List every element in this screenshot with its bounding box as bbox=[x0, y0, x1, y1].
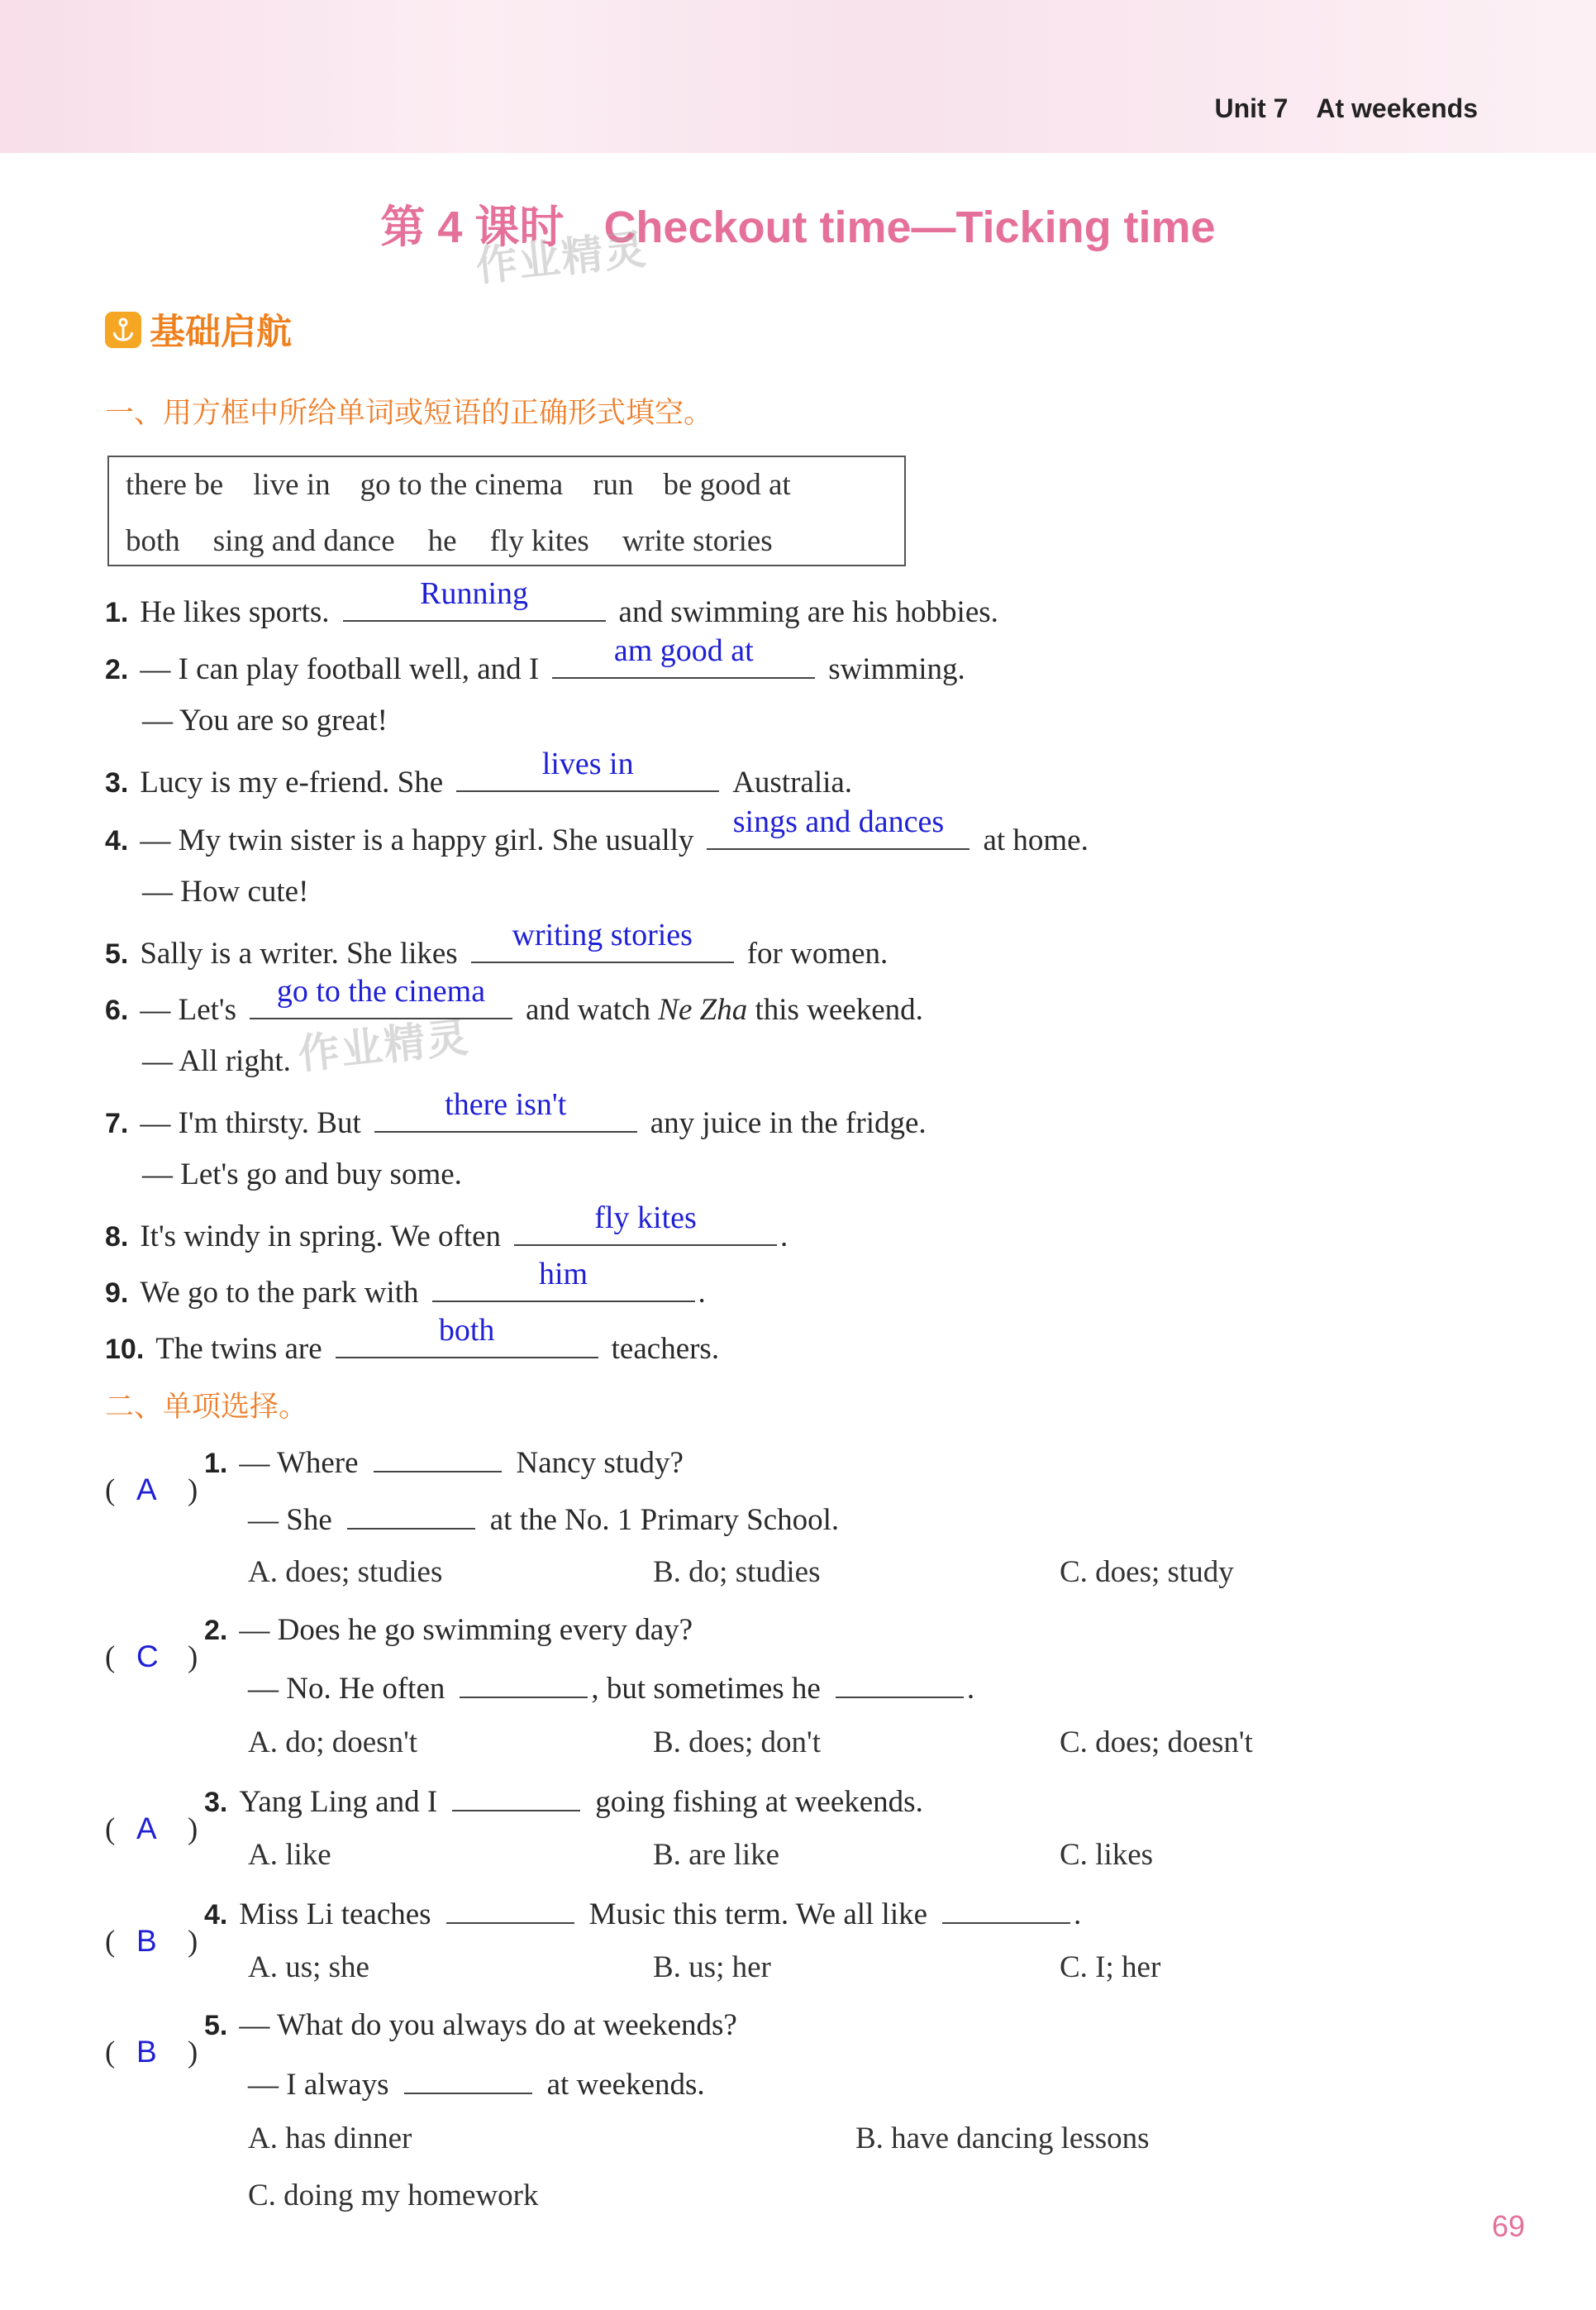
option-a[interactable]: A. does; studies bbox=[248, 1555, 443, 1589]
movie-title: Ne Zha bbox=[658, 993, 748, 1027]
answer-blank[interactable] bbox=[343, 576, 606, 622]
option-c[interactable]: C. likes bbox=[1060, 1838, 1154, 1872]
section-heading bbox=[105, 304, 292, 355]
unit-label: Unit 7 bbox=[1214, 93, 1289, 123]
answer-text: sings and dances bbox=[732, 804, 945, 839]
blank[interactable] bbox=[446, 1894, 574, 1924]
question-text: — Let's bbox=[140, 993, 236, 1027]
mc-question-5: ( B ) 5. — What do you always do at weekends? bbox=[105, 2008, 737, 2069]
question-number: 6. bbox=[105, 995, 129, 1026]
word-option: there be bbox=[126, 468, 224, 502]
blank[interactable] bbox=[374, 1443, 502, 1472]
question-text: — I can play football well, and I bbox=[140, 652, 540, 686]
question-number: 9. bbox=[105, 1277, 129, 1309]
mc-line bbox=[248, 1668, 974, 1706]
question-3 bbox=[105, 747, 853, 800]
question-text: . bbox=[780, 1219, 788, 1253]
part1-title: 一、用方框中所给单词或短语的正确形式填空。 bbox=[105, 397, 713, 430]
word-box bbox=[107, 456, 906, 566]
mc-answer: B bbox=[136, 1924, 157, 1958]
word-option: both bbox=[126, 524, 180, 558]
question-number: 2. bbox=[105, 654, 129, 685]
question-number: 10. bbox=[105, 1334, 145, 1365]
word-option: live in bbox=[253, 468, 331, 502]
question-text: Nancy study? bbox=[516, 1446, 684, 1480]
lesson-name: Checkout time—Ticking time bbox=[603, 203, 1216, 252]
answer-text: fly kites bbox=[594, 1200, 697, 1235]
option-c[interactable]: C. doing my homework bbox=[248, 2179, 539, 2212]
answer-blank[interactable] bbox=[432, 1257, 695, 1302]
dialogue-line: — Let's go and buy some. bbox=[142, 1157, 462, 1191]
answer-text: go to the cinema bbox=[276, 974, 486, 1009]
option-a[interactable]: A. has dinner bbox=[248, 2121, 412, 2155]
word-option: sing and dance bbox=[212, 524, 395, 558]
answer-blank[interactable] bbox=[471, 918, 734, 963]
unit-header bbox=[1214, 93, 1478, 124]
word-row bbox=[126, 467, 791, 503]
question-1 bbox=[105, 576, 998, 630]
section-title: 基础启航 bbox=[150, 312, 292, 353]
question-text: this weekend. bbox=[755, 993, 923, 1027]
answer-blank[interactable] bbox=[374, 1087, 637, 1133]
option-b[interactable]: B. do; studies bbox=[653, 1555, 821, 1589]
question-10 bbox=[105, 1313, 720, 1367]
question-number: 7. bbox=[105, 1108, 129, 1139]
word-option: write stories bbox=[622, 524, 773, 558]
question-number: 1. bbox=[204, 1448, 228, 1479]
word-option: be good at bbox=[663, 468, 791, 502]
question-number: 3. bbox=[105, 767, 129, 799]
question-text: any juice in the fridge. bbox=[650, 1106, 927, 1140]
mc-answer: A bbox=[136, 1811, 157, 1845]
option-a[interactable]: A. us; she bbox=[248, 1950, 369, 1984]
unit-topic: At weekends bbox=[1316, 93, 1478, 123]
answer-blank[interactable] bbox=[336, 1313, 598, 1358]
question-2 bbox=[105, 633, 965, 687]
mc-question-1: ( A ) 1. — Where Nancy study? bbox=[105, 1443, 684, 1481]
question-text: at the No. 1 Primary School. bbox=[489, 1503, 840, 1537]
question-7 bbox=[105, 1087, 927, 1141]
blank[interactable] bbox=[460, 1668, 588, 1698]
word-row bbox=[126, 523, 773, 559]
blank[interactable] bbox=[452, 1782, 580, 1811]
question-text: , but sometimes he bbox=[591, 1672, 821, 1706]
answer-blank[interactable] bbox=[707, 804, 970, 850]
blank[interactable] bbox=[836, 1668, 964, 1698]
blank[interactable] bbox=[404, 2064, 532, 2094]
question-9 bbox=[105, 1257, 706, 1310]
mc-answer: A bbox=[136, 1472, 157, 1506]
question-number: 8. bbox=[105, 1221, 129, 1253]
answer-text: am good at bbox=[613, 633, 754, 668]
question-number: 4. bbox=[204, 1899, 228, 1931]
option-b[interactable]: B. does; don't bbox=[653, 1725, 821, 1759]
option-a[interactable]: A. like bbox=[248, 1838, 331, 1872]
question-number: 1. bbox=[105, 597, 129, 628]
question-text: He likes sports. bbox=[140, 595, 330, 629]
answer-text: lives in bbox=[541, 747, 634, 781]
blank[interactable] bbox=[942, 1894, 1070, 1924]
question-text: Sally is a writer. She likes bbox=[140, 937, 458, 971]
word-option: run bbox=[593, 468, 634, 502]
question-text: Australia. bbox=[732, 766, 853, 799]
word-option: he bbox=[427, 524, 457, 558]
question-text: We go to the park with bbox=[140, 1276, 419, 1310]
option-b[interactable]: B. us; her bbox=[653, 1950, 771, 1984]
option-b[interactable]: B. have dancing lessons bbox=[855, 2121, 1150, 2155]
question-text: . bbox=[966, 1672, 975, 1706]
question-text: teachers. bbox=[611, 1332, 720, 1366]
watermark: 作业精灵 bbox=[295, 1013, 472, 1079]
answer-blank[interactable] bbox=[514, 1200, 777, 1246]
anchor-icon bbox=[105, 312, 141, 348]
part2-title: 二、单项选择。 bbox=[105, 1391, 308, 1424]
mc-line bbox=[248, 1500, 839, 1538]
answer-text: Running bbox=[420, 576, 528, 611]
question-text: and watch bbox=[525, 993, 651, 1027]
question-number: 4. bbox=[105, 825, 129, 857]
blank[interactable] bbox=[347, 1500, 475, 1530]
lesson-title bbox=[0, 192, 1596, 255]
question-text: — Where bbox=[239, 1446, 359, 1480]
question-6 bbox=[105, 974, 923, 1028]
answer-text: both bbox=[438, 1313, 495, 1348]
question-text: Miss Li teaches bbox=[239, 1897, 431, 1931]
question-number: 5. bbox=[204, 2010, 228, 2041]
word-option: fly kites bbox=[489, 524, 589, 558]
mc-line bbox=[248, 2064, 705, 2102]
question-text: — I always bbox=[248, 2068, 389, 2102]
question-text: — My twin sister is a happy girl. She usually bbox=[140, 823, 694, 857]
answer-blank[interactable] bbox=[250, 974, 512, 1019]
dialogue-line: — All right. bbox=[142, 1044, 291, 1078]
question-text: — She bbox=[248, 1503, 332, 1537]
mc-question-4: ( B ) 4. Miss Li teaches Music this term. We all like . bbox=[105, 1894, 1081, 1932]
question-text: — No. He often bbox=[248, 1672, 445, 1706]
question-text: . bbox=[698, 1276, 706, 1310]
answer-text: there isn't bbox=[445, 1087, 567, 1122]
option-b[interactable]: B. are like bbox=[653, 1838, 780, 1872]
mc-answer: B bbox=[136, 2035, 157, 2069]
header-band bbox=[0, 0, 1596, 153]
watermark: 作业精灵 bbox=[473, 225, 650, 291]
question-text: Lucy is my e-friend. She bbox=[140, 766, 444, 799]
question-text: Music this term. We all like bbox=[588, 1897, 928, 1931]
question-text: for women. bbox=[746, 937, 889, 971]
question-text: The twins are bbox=[155, 1332, 322, 1366]
question-5 bbox=[105, 918, 889, 971]
option-c[interactable]: C. I; her bbox=[1060, 1950, 1161, 1984]
question-text: going fishing at weekends. bbox=[595, 1785, 923, 1819]
question-text: at weekends. bbox=[546, 2068, 705, 2102]
answer-text: writing stories bbox=[512, 918, 693, 952]
option-c[interactable]: C. does; doesn't bbox=[1060, 1725, 1253, 1759]
dialogue-line: — You are so great! bbox=[142, 704, 388, 737]
question-text: swimming. bbox=[828, 652, 965, 686]
question-8 bbox=[105, 1200, 788, 1254]
question-text: — I'm thirsty. But bbox=[140, 1106, 361, 1140]
word-option: go to the cinema bbox=[360, 468, 564, 502]
page-number: 69 bbox=[1491, 2209, 1525, 2243]
lesson-prefix: 第 4 课时 bbox=[380, 203, 565, 252]
question-text: . bbox=[1074, 1897, 1082, 1931]
option-a[interactable]: A. do; doesn't bbox=[248, 1725, 418, 1759]
question-text: and swimming are his hobbies. bbox=[618, 595, 998, 629]
question-text: Yang Ling and I bbox=[239, 1785, 438, 1819]
question-number: 3. bbox=[204, 1787, 228, 1818]
mc-question-2: ( C ) 2. — Does he go swimming every day? bbox=[105, 1613, 693, 1674]
dialogue-line: — How cute! bbox=[142, 875, 309, 909]
question-text: at home. bbox=[983, 823, 1089, 857]
question-text: It's windy in spring. We often bbox=[140, 1219, 502, 1253]
answer-text: him bbox=[538, 1257, 588, 1291]
question-number: 5. bbox=[105, 938, 129, 970]
question-number: 2. bbox=[204, 1615, 228, 1646]
question-4 bbox=[105, 804, 1089, 858]
question-text: — Does he go swimming every day? bbox=[239, 1613, 693, 1647]
mc-answer: C bbox=[136, 1639, 159, 1673]
answer-blank[interactable] bbox=[552, 633, 815, 679]
answer-blank[interactable] bbox=[456, 747, 719, 792]
mc-question-3: ( A ) 3. Yang Ling and I going fishing at weekends. bbox=[105, 1782, 923, 1820]
question-text: — What do you always do at weekends? bbox=[239, 2008, 737, 2042]
option-c[interactable]: C. does; study bbox=[1060, 1555, 1234, 1589]
